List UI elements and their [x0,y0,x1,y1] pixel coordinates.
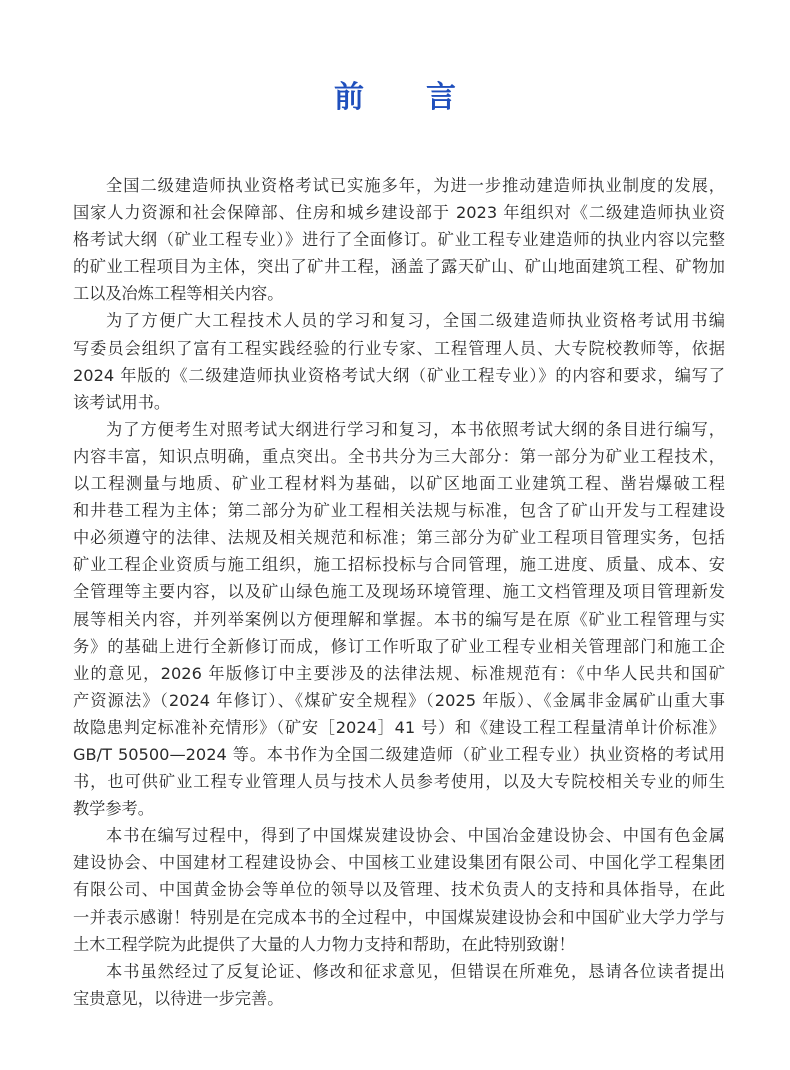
text-line: 业的意见，2026 年版修订中主要涉及的法律法规、标准规范有：《中华人民共和国矿 [73,663,725,683]
text-line: 有限公司、中国黄金协会等单位的领导以及管理、技术负责人的支持和具体指导，在此 [73,880,725,900]
text-line: 全国二级建造师执业资格考试已实施多年，为进一步推动建造师执业制度的发展， [106,176,725,195]
text-line: 国家人力资源和社会保障部、住房和城乡建设部于 2023 年组织对《二级建造师执业资 [73,203,725,223]
page-title [0,76,790,120]
text-line: 为了方便考生对照考试大纲进行学习和复习，本书依照考试大纲的条目进行编写， [106,419,725,439]
text-line: 内容丰富，知识点明确，重点突出。全书共分为三大部分：第一部分为矿业工程技术， [73,446,725,466]
text-line: 教学参考。 [73,799,154,819]
text-line: 故隐患判定标准补充情形》（矿安［2024］41 号）和《建设工程工程量清单计价标准》 [73,717,725,737]
paragraph [73,822,725,957]
paragraph [73,172,725,307]
text-line: 产资源法》（2024 年修订）、《煤矿安全规程》（2025 年版）、《金属非金属矿山重大事 [73,690,725,710]
text-line: 展等相关内容，并列举案例以方便理解和掌握。本书的编写是在原《矿业工程管理与实 [73,609,725,629]
page-title-char-2: 言 [426,80,456,115]
text-line: 以工程测量与地质、矿业工程材料为基础，以矿区地面工业建筑工程、凿岩爆破工程 [73,474,725,494]
text-line: 书，也可供矿业工程专业管理人员与技术人员参考使用，以及大专院校相关专业的师生 [73,772,725,792]
text-line: 和井巷工程为主体；第二部分为矿业工程相关法规与标准，包含了矿山开发与工程建设 [73,501,725,521]
text-line: 矿业工程企业资质与施工组织，施工招标投标与合同管理，施工进度、质量、成本、安 [73,555,725,575]
text-line: 2024 年版的《二级建造师执业资格考试大纲（矿业工程专业）》的内容和要求，编写了 [73,365,725,385]
text-line: 本书虽然经过了反复论证、修改和征求意见，但错误在所难免，恳请各位读者提出 [106,961,725,981]
text-line: 土木工程学院为此提供了大量的人力物力支持和帮助，在此特别致谢！ [73,934,575,954]
text-line: 的矿业工程项目为主体，突出了矿井工程，涵盖了露天矿山、矿山地面建筑工程、矿物加 [73,257,725,277]
text-line: 务》的基础上进行全新修订而成，修订工作听取了矿业工程专业相关管理部门和施工企 [73,636,725,656]
paragraph [73,958,725,1012]
paragraph [73,416,725,822]
text-line: 宝贵意见，以待进一步完善。 [73,988,284,1008]
text-line: 一并表示感谢！特别是在完成本书的全过程中，中国煤炭建设协会和中国矿业大学力学与 [73,907,725,927]
text-line: GB/T 50500—2024 等。本书作为全国二级建造师（矿业工程专业）执业资格的考试用 [73,744,725,764]
text-line: 中必须遵守的法律、法规及相关规范和标准；第三部分为矿业工程项目管理实务，包括 [73,528,725,548]
text-line: 全管理等主要内容，以及矿山绿色施工及现场环境管理、施工文档管理及项目管理新发 [73,582,725,602]
text-line: 为了方便广大工程技术人员的学习和复习，全国二级建造师执业资格考试用书编 [106,311,725,331]
preface-body [73,172,725,1012]
page-title-char-1: 前 [334,80,364,115]
text-line: 格考试大纲（矿业工程专业）》进行了全面修订。矿业工程专业建造师的执业内容以完整 [73,230,725,250]
text-line: 建设协会、中国建材工程建设协会、中国核工业建设集团有限公司、中国化学工程集团 [73,853,725,873]
text-line: 写委员会组织了富有工程实践经验的行业专家、工程管理人员、大专院校教师等，依据 [73,338,725,358]
text-line: 该考试用书。 [73,392,171,412]
text-line: 工以及冶炼工程等相关内容。 [73,284,284,304]
text-line: 本书在编写过程中，得到了中国煤炭建设协会、中国冶金建设协会、中国有色金属 [106,826,725,846]
paragraph [73,307,725,415]
